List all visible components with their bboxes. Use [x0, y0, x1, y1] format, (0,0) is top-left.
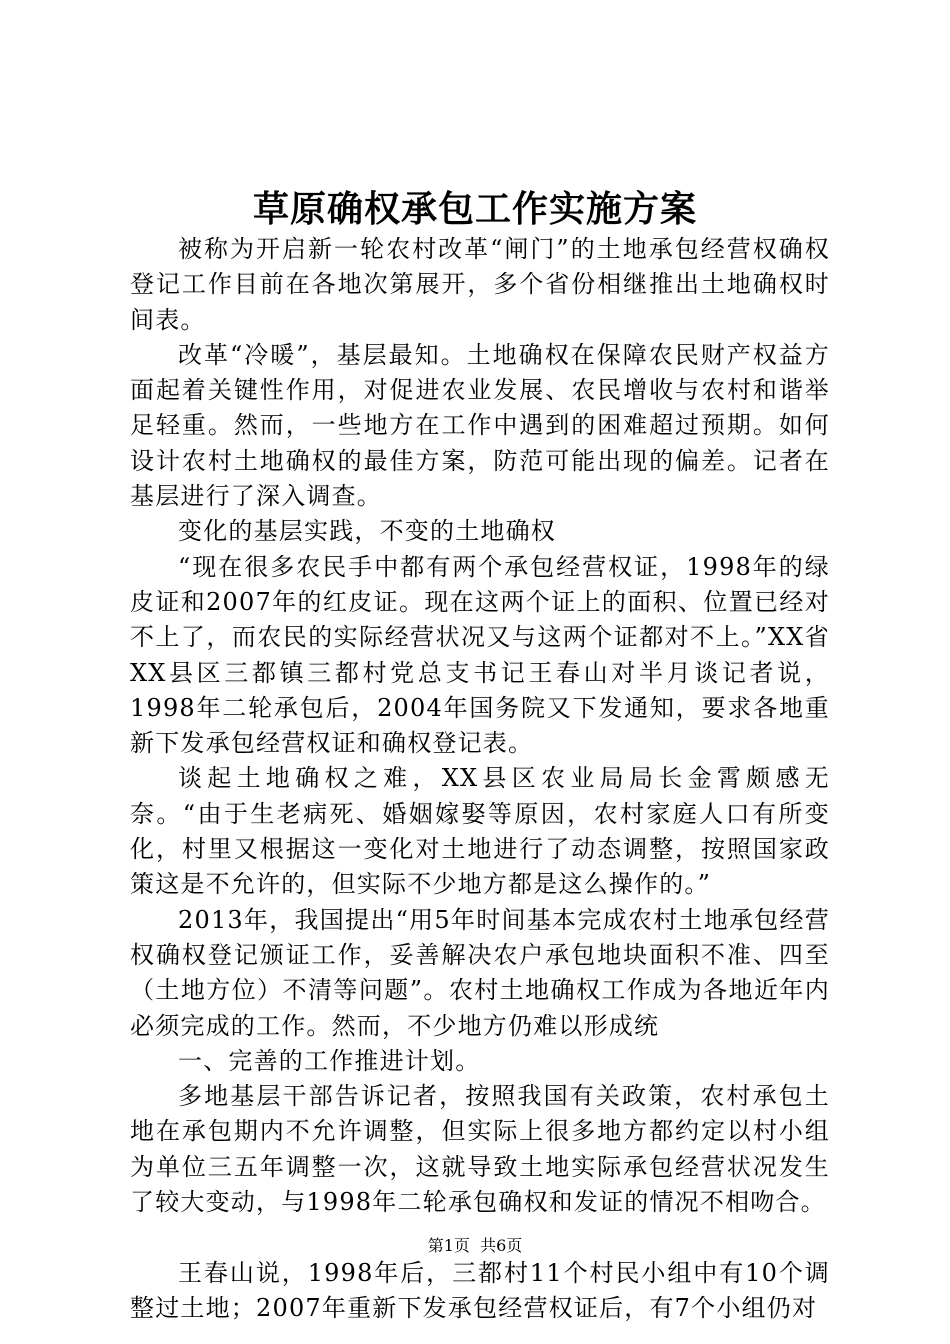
paragraph: “现在很多农民手中都有两个承包经营权证，1998年的绿皮证和2007年的红皮证。现在这两个证上的面积、位置已经对不上了，而农民的实际经营状况又与这两个证都对不上。”XX省XX县区三都镇三都村党总支书记王春山对半月谈记者说，1998年二轮承包后，2004年国务院又下发通知，要求各地重新下发承包经营权证和确权登记表。	[130, 552, 830, 758]
document-body	[130, 232, 830, 1326]
paragraph: 王春山说，1998年后，三都村11个村民小组中有10个调整过土地；2007年重新下发承包经营权证后，有7个小组仍对	[130, 1258, 830, 1322]
paragraph: 2013年，我国提出“用5年时间基本完成农村土地承包经营权确权登记颁证工作，妥善解决农户承包地块面积不准、四至（土地方位）不清等问题”。农村土地确权工作成为各地近年内必须完成的工作。然而，不少地方仍难以形成统	[130, 905, 830, 1040]
paragraph: 改革“冷暖”，基层最知。土地确权在保障农民财产权益方面起着关键性作用，对促进农业发展、农民增收与农村和谐举足轻重。然而，一些地方在工作中遇到的困难超过预期。如何设计农村土地确权的最佳方案，防范可能出现的偏差。记者在基层进行了深入调查。	[130, 340, 830, 511]
paragraph: 被称为开启新一轮农村改革“闸门”的土地承包经营权确权登记工作目前在各地次第展开，多个省份相继推出土地确权时间表。	[130, 235, 830, 334]
page-footer: 第1页 共6页	[427, 1236, 523, 1255]
paragraph: 谈起土地确权之难，XX县区农业局局长金霄颇感无奈。“由于生老病死、婚姻嫁娶等原因，农村家庭人口有所变化，村里又根据这一变化对土地进行了动态调整，按照国家政策这是不允许的，但实际不少地方都是这么操作的。”	[130, 764, 830, 899]
paragraph: 多地基层干部告诉记者，按照我国有关政策，农村承包土地在承包期内不允许调整，但实际上很多地方都约定以村小组为单位三五年调整一次，这就导致土地实际承包经营状况发生了较大变动，与1998年二轮承包确权和发证的情况不相吻合。	[130, 1082, 830, 1217]
section-heading: 变化的基层实践，不变的土地确权	[178, 517, 556, 546]
paragraph: 一、完善的工作推进计划。	[178, 1046, 481, 1075]
document-title: 草原确权承包工作实施方案	[252, 188, 697, 230]
